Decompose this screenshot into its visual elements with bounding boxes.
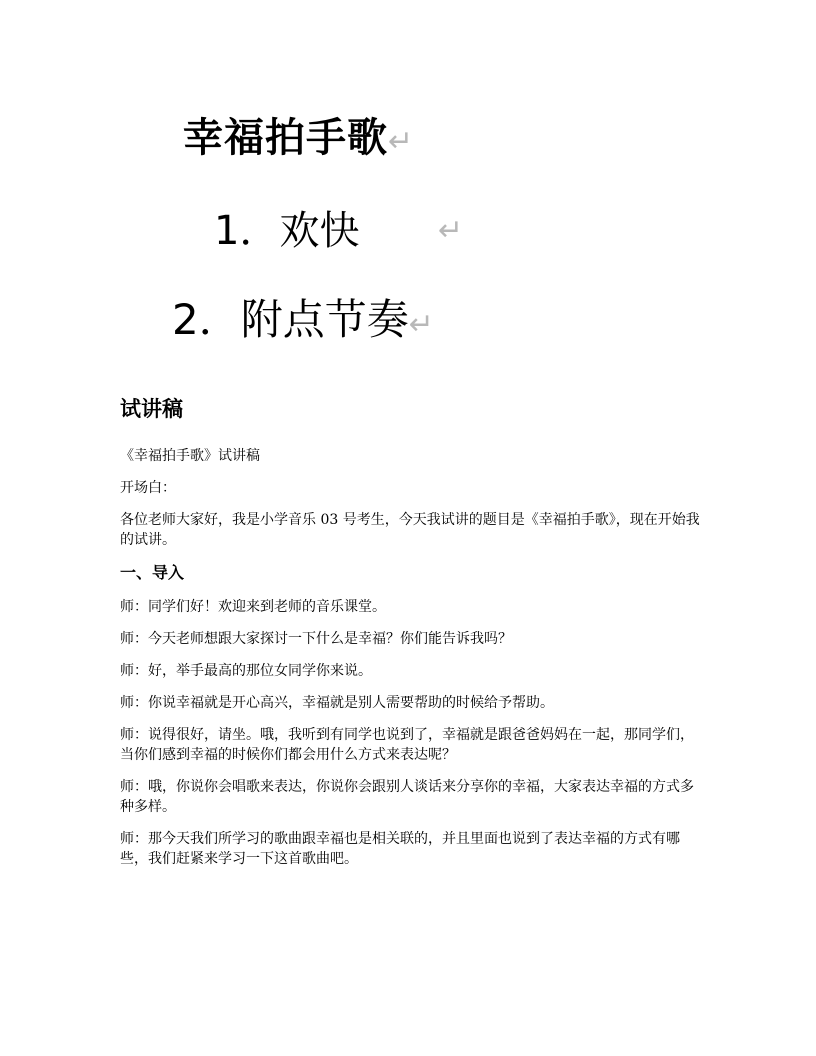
- paragraph-opening-label: 开场白：: [120, 480, 176, 496]
- image-point-2: [172, 293, 434, 352]
- paragraph: 师：今天老师想跟大家探讨一下什么是幸福？你们能告诉我吗？: [120, 631, 512, 647]
- document-body: [120, 446, 700, 881]
- paragraph: 师：好，举手最高的那位女同学你来说。: [120, 663, 372, 679]
- paragraph: 师：那今天我们所学习的歌曲跟幸福也是相关联的，并且里面也说到了表达幸福的方式有哪些，我们赶紧来学习一下这首歌曲吧。: [120, 831, 680, 867]
- image-title-text: 幸福拍手歌: [183, 115, 388, 161]
- paragraph: 师：说得很好，请坐。哦，我听到有同学也说到了，幸福就是跟爸爸妈妈在一起，那同学们，当你们感到幸福的时候你们都会用什么方式来表达呢？: [120, 727, 694, 763]
- paragraph: 师：你说幸福就是开心高兴，幸福就是别人需要帮助的时候给予帮助。: [120, 695, 554, 711]
- paragraph-intro: 各位老师大家好，我是小学音乐 03 号考生，今天我试讲的题目是《幸福拍手歌》，现在开始我的试讲。: [120, 512, 700, 548]
- paragraph-mark-icon: ↵: [408, 307, 434, 342]
- image-point-2-text: 2．附点节奏: [172, 295, 409, 344]
- image-point-1: [214, 205, 464, 257]
- image-point-1-text: 1．欢快: [214, 208, 360, 254]
- paragraph-doc-title: 《幸福拍手歌》试讲稿: [120, 448, 260, 464]
- paragraph: 师：哦，你说你会唱歌来表达，你说你会跟别人谈话来分享你的幸福，大家表达幸福的方式多种多样。: [120, 779, 694, 815]
- section-heading: 一、导入: [120, 563, 185, 582]
- image-title: [183, 112, 414, 168]
- document-heading: 试讲稿: [120, 397, 183, 421]
- paragraph-mark-icon: ↵: [438, 213, 464, 248]
- paragraph-mark-icon: ↵: [388, 124, 415, 159]
- paragraph: 师：同学们好！欢迎来到老师的音乐课堂。: [120, 599, 386, 615]
